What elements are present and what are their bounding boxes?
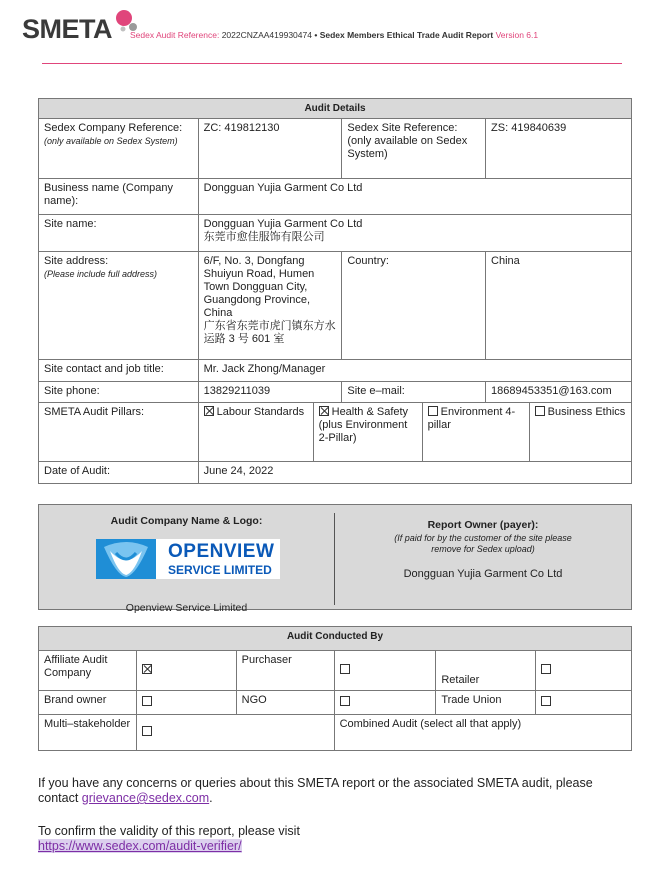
concerns-text: If you have any concerns or queries about this SMETA report or the associated SMETA audit, please contact [38,776,593,805]
contact-label: Site contact and job title: [39,360,199,382]
email-value: 18689453351@163.com [486,382,632,403]
concerns-end: . [209,791,213,805]
ngo-label: NGO [236,691,334,715]
company-ref-label: Sedex Company Reference: [44,122,183,134]
company-ref-note: (only available on Sedex System) [44,136,178,146]
site-address-label: Site address: [44,255,109,267]
pillar-business-ethics [529,403,631,461]
site-ref-note: (only available on Sedex System) [347,135,468,160]
openview-logo-icon [96,539,156,579]
trade-union-checkbox-cell[interactable] [536,691,632,715]
verify-text: To confirm the validity of this report, please visit [38,824,300,838]
report-owner-name: Dongguan Yujia Garment Co Ltd [403,568,563,580]
site-name-value: Dongguan Yujia Garment Co Ltd [203,218,363,230]
site-address-cell [198,252,342,360]
checkbox-checked-icon [204,406,214,416]
audit-conducted-by-table [38,626,632,751]
pillar-environment [422,403,529,461]
report-title: Sedex Members Ethical Trade Audit Report [319,30,494,40]
pillar-health-safety [313,403,422,461]
site-name-cn: 东莞市愈佳服饰有限公司 [203,231,325,243]
checkbox-checked-icon [319,406,329,416]
concerns-paragraph [38,776,628,806]
phone-value: 13829211039 [198,382,342,403]
site-ref-label-cell [342,119,486,179]
country-value: China [486,252,632,360]
purchaser-label: Purchaser [236,651,334,691]
site-ref-value: ZS: 419840639 [486,119,632,179]
combined-audit-label: Combined Audit (select all that apply) [334,715,631,751]
brand-owner-checkbox-cell[interactable] [136,691,236,715]
country-label: Country: [342,252,486,360]
business-name-value: Dongguan Yujia Garment Co Ltd [198,179,631,215]
verify-paragraph [38,824,628,854]
grievance-email-link[interactable]: grievance@sedex.com [81,791,210,805]
openview-logo [96,539,280,579]
pillars-cell [198,403,631,462]
header-reference-line: Sedex Audit Reference: 2022CNZAA419930474 • Sedex Members Ethical Trade Audit Report Version 6.1 [130,30,539,40]
audit-details-table [38,98,632,484]
checkbox-checked-icon[interactable] [142,664,152,674]
site-name-cell [198,215,631,252]
site-ref-label: Sedex Site Reference: [347,122,458,134]
header-divider [42,63,622,64]
pillar-labour [199,403,314,461]
company-ref-label-cell [39,119,199,179]
pillar-health-safety-label: Health & Safety (plus Environment 2-Pillar) [318,406,409,444]
openview-logo-line2: SERVICE LIMITED [168,563,272,577]
conducted-by-title: Audit Conducted By [39,627,632,651]
brand-owner-label: Brand owner [39,691,137,715]
report-owner-section [335,505,631,609]
checkbox-empty-icon[interactable] [340,696,350,706]
openview-logo-line1: OPENVIEW [168,541,275,562]
checkbox-empty-icon[interactable] [541,696,551,706]
report-owner-note: (If paid for by the customer of the site please remove for Sedex upload) [394,533,572,554]
site-name-label: Site name: [39,215,199,252]
smeta-logo: SMETA [22,14,112,44]
multi-stakeholder-label: Multi–stakeholder [39,715,137,751]
checkbox-empty-icon[interactable] [340,664,350,674]
checkbox-empty-icon [428,406,438,416]
checkbox-empty-icon[interactable] [541,664,551,674]
checkbox-empty-icon[interactable] [142,696,152,706]
date-value: June 24, 2022 [198,462,631,484]
site-address-cn: 广东省东莞市虎门镇东方水运路 3 号 601 室 [203,320,336,345]
ngo-checkbox-cell[interactable] [334,691,436,715]
affiliate-label: Affiliate Audit Company [39,651,137,691]
site-address-label-cell [39,252,199,360]
contact-value: Mr. Jack Zhong/Manager [198,360,631,382]
phone-label: Site phone: [39,382,199,403]
pillar-labour-label: Labour Standards [216,406,305,418]
checkbox-empty-icon[interactable] [142,726,152,736]
multi-stakeholder-checkbox-cell[interactable] [136,715,334,751]
audit-ref-value: 2022CNZAA419930474 [221,30,312,40]
email-label: Site e–mail: [342,382,486,403]
site-address-value: 6/F, No. 3, Dongfang Shuiyun Road, Humen Town Dongguan City, Guangdong Province, China [203,255,315,319]
audit-company-name: Openview Service Limited [125,602,248,614]
pillars-table [199,403,631,461]
report-owner-title: Report Owner (payer): [427,519,539,531]
affiliate-checkbox-cell[interactable] [136,651,236,691]
audit-company-box [38,504,632,614]
pillar-business-ethics-label: Business Ethics [547,406,626,418]
audit-company-title: Audit Company Name & Logo: [110,515,263,527]
business-name-label: Business name (Company name): [39,179,199,215]
audit-details-title: Audit Details [39,99,632,119]
checkbox-empty-icon [535,406,545,416]
audit-ref-label: Sedex Audit Reference: [130,30,220,40]
company-ref-value: ZC: 419812130 [198,119,342,179]
date-label: Date of Audit: [39,462,199,484]
pillar-environment-label: Environment 4-pillar [427,406,516,431]
pillars-label: SMETA Audit Pillars: [39,403,199,462]
site-address-note: (Please include full address) [44,269,158,279]
retailer-checkbox-cell[interactable] [536,651,632,691]
purchaser-checkbox-cell[interactable] [334,651,436,691]
trade-union-label: Trade Union [436,691,536,715]
retailer-label: Retailer [436,651,536,691]
report-version: Version 6.1 [495,30,539,40]
audit-verifier-link[interactable]: https://www.sedex.com/audit-verifier/ [38,839,242,853]
